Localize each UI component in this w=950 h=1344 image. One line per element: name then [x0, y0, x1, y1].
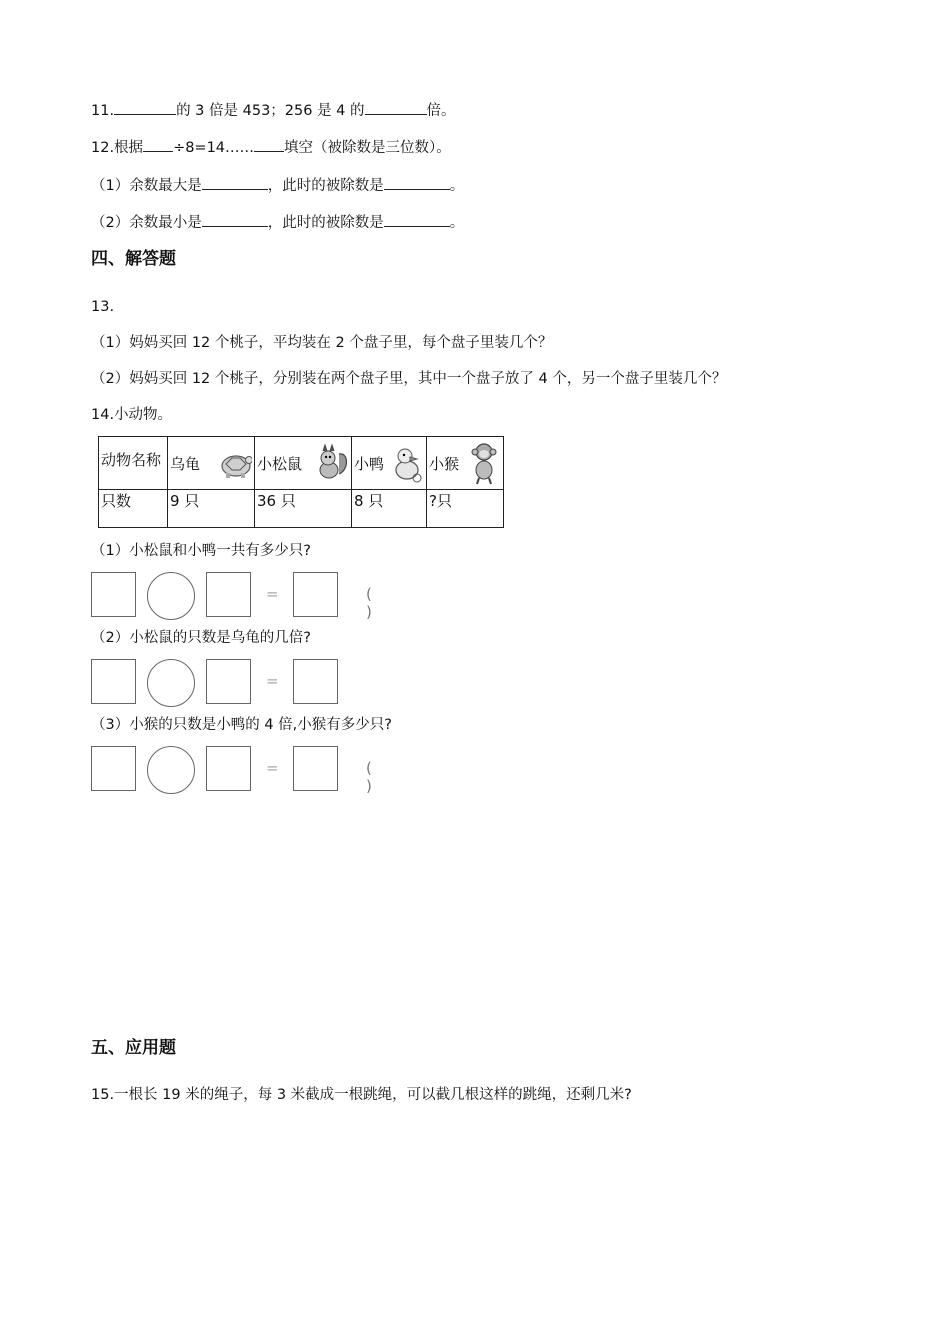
question-13-number: 13.: [91, 299, 115, 315]
answer-blank[interactable]: [254, 137, 284, 152]
question-12-sub-2: （2）余数最小是 ，此时的被除数是 。: [91, 212, 464, 233]
table-cell: [99, 437, 168, 490]
operator-circle[interactable]: [147, 746, 195, 794]
answer-blank[interactable]: [384, 175, 450, 190]
answer-blank[interactable]: [114, 100, 176, 115]
table-cell: [427, 437, 504, 490]
question-13-sub-2: （2）妈妈买回 12 个桃子，分别装在两个盘子里，其中一个盘子放了 4 个，另一个盘子里装几个？: [91, 371, 727, 387]
section-heading-5: 五、应用题: [91, 1038, 176, 1058]
answer-box[interactable]: [206, 659, 251, 704]
animal-name-squirrel: 小松鼠: [257, 455, 303, 473]
table-cell: 只数: [99, 490, 168, 528]
animal-name-monkey: 小猴: [429, 455, 460, 473]
section-heading-4: 四、解答题: [91, 249, 176, 269]
question-14-sub-1: （1）小松鼠和小鸭一共有多少只?: [91, 543, 311, 559]
question-15: 15.一根长 19 米的绳子，每 3 米截成一根跳绳，可以截几根这样的跳绳，还剩几米?: [91, 1087, 632, 1103]
table-cell: 9 只: [168, 490, 255, 528]
unit-parentheses[interactable]: ( ): [366, 759, 372, 795]
unit-parentheses[interactable]: ( ): [366, 585, 372, 621]
answer-box[interactable]: [206, 746, 251, 791]
question-11: 11. 的 3 倍是 453；256 是 4 的 倍。: [91, 100, 456, 121]
table-cell: [168, 437, 255, 490]
animal-name-duck: 小鸭: [354, 455, 385, 473]
animal-count-table: [98, 436, 504, 528]
squirrel-icon: [315, 440, 349, 486]
equals-sign: =: [266, 759, 279, 777]
answer-blank[interactable]: [384, 212, 450, 227]
equals-sign: =: [266, 672, 279, 690]
question-12: 12.根据 ÷8=14…… 填空（被除数是三位数）。: [91, 137, 451, 158]
table-cell: 36 只: [255, 490, 352, 528]
table-count-row: [99, 490, 504, 528]
operator-circle[interactable]: [147, 572, 195, 620]
answer-box[interactable]: [91, 746, 136, 791]
table-cell: ?只: [427, 490, 504, 528]
question-12-sub-1: （1）余数最大是 ，此时的被除数是 。: [91, 175, 464, 196]
monkey-icon: [467, 440, 501, 486]
header-label: 动物名称: [101, 451, 162, 469]
question-14-sub-2: （2）小松鼠的只数是乌龟的几倍?: [91, 630, 311, 646]
answer-box[interactable]: [293, 572, 338, 617]
answer-box[interactable]: [91, 572, 136, 617]
answer-box[interactable]: [91, 659, 136, 704]
answer-blank[interactable]: [143, 137, 173, 152]
answer-blank[interactable]: [202, 212, 268, 227]
answer-blank[interactable]: [202, 175, 268, 190]
answer-box[interactable]: [293, 659, 338, 704]
answer-box[interactable]: [293, 746, 338, 791]
duck-icon: [390, 440, 424, 486]
operator-circle[interactable]: [147, 659, 195, 707]
question-13-sub-1: （1）妈妈买回 12 个桃子，平均装在 2 个盘子里，每个盘子里装几个？: [91, 335, 553, 351]
turtle-icon: [218, 440, 252, 486]
answer-blank[interactable]: [365, 100, 427, 115]
question-14-sub-3: （3）小猴的只数是小鸭的 4 倍,小猴有多少只?: [91, 717, 392, 733]
question-14-title: 14.小动物。: [91, 407, 173, 423]
answer-box[interactable]: [206, 572, 251, 617]
table-header-row: [99, 437, 504, 490]
table-cell: [352, 437, 427, 490]
table-cell: 8 只: [352, 490, 427, 528]
animal-name-turtle: 乌龟: [170, 455, 201, 473]
table-cell: [255, 437, 352, 490]
equals-sign: =: [266, 585, 279, 603]
